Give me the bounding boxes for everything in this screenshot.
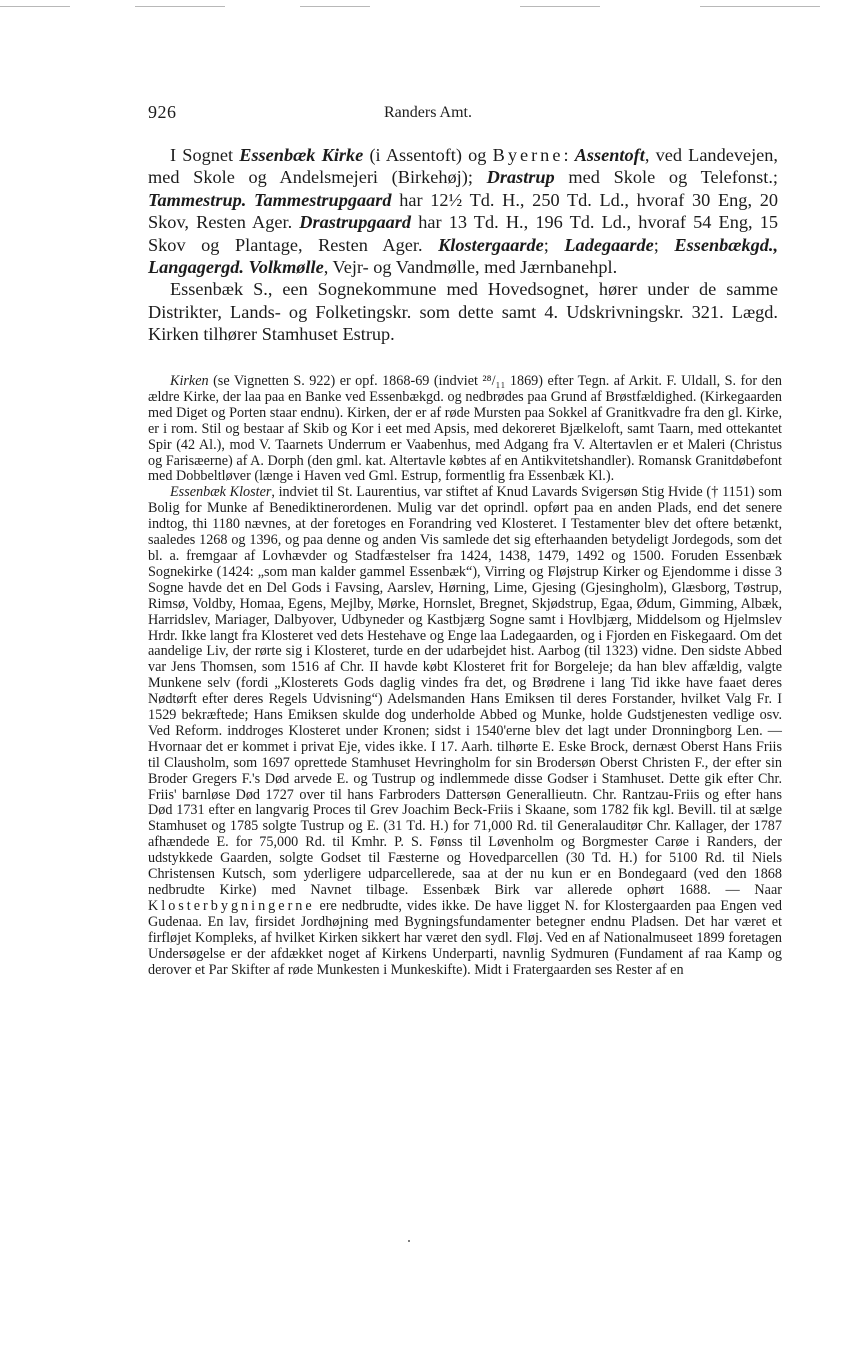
note-church — [148, 374, 782, 485]
notes-section — [148, 374, 782, 978]
text-run: ere nedbrudte, vides ikke. De have ligget N. for Klostergaarden paa Engen ved Gudenaa. En lav, firsidet Jordhøjning med Bygningsfundamenter betegner endnu Pladsen. Det har været et firfløjet Kompleks, af hvilket Kirken sikkert har været den sydl. Fløj. Ved en af Nationalmuseet 1899 foretagen Undersøgelse er der afdækket noget af Kirkens Underparti, navnlig Sydmuren (Fundament af raa Kamp og derover et Par Skifter af røde Munkesten i Munkeskifte). Midt i Fratergaarden ses Rester af en — [148, 897, 782, 978]
running-title: Randers Amt. — [384, 104, 472, 121]
place-name: Essenbækgd., Langagergd. Volkmølle — [148, 234, 779, 278]
note-heading: Essenbæk Kloster — [170, 484, 272, 501]
text-run: ; — [543, 234, 565, 255]
text-run: med Skole og Telefonst.; — [554, 167, 778, 188]
place-name: Essenbæk Kirke — [239, 145, 364, 165]
note-heading: Kirken — [170, 373, 209, 389]
main-body-text — [148, 144, 778, 346]
spaced-heading: Klosterbygningerne — [148, 897, 315, 914]
scan-speck — [408, 1240, 410, 1242]
place-name: Tammestrup. Tammestrupgaard — [148, 189, 392, 210]
text-run: , Vejr- og Vandmølle, med Jærnbanehpl. — [323, 257, 618, 278]
text-run: I Sognet — [170, 145, 240, 165]
text-run: : — [563, 145, 575, 165]
page-number: 926 — [148, 102, 177, 122]
note-monastery — [148, 485, 782, 978]
text-run: (i Assentoft) og — [363, 145, 493, 165]
text-run: ; — [653, 234, 675, 255]
paragraph-parish — [148, 144, 778, 278]
text-run: har 13 Td. H., 196 Td. Ld., hvoraf 54 Eng, 15 Skov og Plantage, Resten Ager. — [148, 212, 778, 255]
text-run: har 12½ Td. H., 250 Td. Ld., hvoraf 30 Eng, 20 Skov, Resten Ager. — [148, 189, 778, 233]
text-run: (se Vignetten S. 922) er opf. 1868-69 (indviet ²⁸/₁₁ 1869) efter Tegn. af Arkit. F. Uldall, S. for den ældre Kirke, der laa paa en Banke ved Essenbækgd. og nedbrødes paa Grund af Brøstfældighed. (Kirkegaarden med Diget og Porten staar endnu). Kirken, der er af røde Mursten paa Sokkel af Granitkvadre fra den gl. Kirke, er i rom. Stil og bestaar af Skib og Kor i eet med Apsis, med dekoreret Bjælkeloft, samt Taarn, med ottekantet Spir (42 Al.), mod V. Taarnets Underrum er Vaabenhus, med Adgang fra V. Altertavlen er et Maleri (Christus og Farisæerne) af A. Dorph (den gml. kat. Altertavle købtes af en Antikvitetshandler). Romansk Granitdøbefont med Dobbeltløver (længe i Haven ved Gml. Estrup, formentlig fra Essenbæk Kl.). — [148, 373, 782, 485]
place-name: Ladegaarde — [564, 234, 654, 255]
text-run: , indviet til St. Laurentius, var stiftet af Knud Lavards Svigersøn Stig Hvide († 1151) som Bolig for Munke af Benediktinerordenen. Mulig var det oprindl. opført paa en anden Plads, end det senere indtog, thi 1180 nævnes, at der foretoges en Forandring ved Klosteret. I Testamenter blev det oftere betænkt, saaledes 1268 og 1396, og paa denne og anden Vis samlede det sig efterhaanden betydeligt Jordegods, som det bl. a. fremgaar af Lovhævder og Stadfæstelser fra 1424, 1438, 1479, 1492 og 1500. Foruden Essenbæk Sognekirke (1424: „som man kalder gammel Essenbæk“), Virring og Fløjstrup Kirker og Ejendomme i disse 3 Sogne havde det en Del Gods i Favsing, Aarslev, Hørning, Lime, Gjesing (Gjesingholm), Glæsborg, Tøstrup, Rimsø, Voldby, Homaa, Egens, Mejlby, Mørke, Hornslet, Bregnet, Skjødstrup, Egaa, Ødum, Gimming, Albæk, Harridslev, Mariager, Dalbyover, Udbyneder og Kastbjærg Sogne samt i Hovlbjærg, Middelsom og Hjelmslev Hrdr. Ikke langt fra Klosteret ved dets Hestehave og Enge laa Ladegaarden, og i Fjorden en Fiskegaard. Om det aandelige Liv, der rørte sig i Klosteret, turde en der udarbejdet hist. Aarbog (til 1323) vidne. Den sidste Abbed var Jens Thomsen, som 1516 af Chr. II havde købt Klosteret frit for Borgeleje; da han blev affældig, valgte Munkene selv (fordi „Klosterets Gods daglig vindes fra det, og Brødrene i lang Tid ikke have faaet deres Nødtørft efter deres Regels Udvisning“) Adelsmanden Hans Emiksen til deres Forstander, hvilket Valg Fr. I 1529 bekræftede; Hans Emiksen skulde dog underholde Abbed og Munke, holde Gudstjenesten vedlige osv. Ved Reform. inddroges Klosteret under Kronen; sidst i 1540'erne blev det lagt under Dronningborg Len. — Hvornaar det er kommet i privat Eje, vides ikke. I 17. Aarh. tilhørte E. Eske Brock, dernæst Oberst Hans Friis til Clausholm, som 1697 oprettede Stamhuset Hevringholm for sin Brodersøn Oberst Christen F., der efter sin Broder Gregers F.'s Død arvede E. og Tustrup og indlemmede disse Godser i Stamhuset. Dette gik efter Chr. Friis' barnløse Død 1727 over til hans Farbroders Dattersøn Generallieutn. Chr. Rantzau-Friis og efter hans Død 1731 efter en langvarig Proces til Grev Joachim Beck-Friis i Skaane, som 1782 fik kgl. Bevill. til at sælge Stamhuset og 1785 solgte Tustrup og E. (31 Td. H.) for 71,000 Rd. til Generalauditør Chr. Kallager, der 1787 afhændede E. for 75,000 Rd. til Kmhr. P. S. Fønss til Løvenholm og Borgmester Carøe i Randers, der udstykkede Gaarden, solgte Godset til Fæsterne og Hovedparcellen (30 Td. H.) for 5100 Rd. til Niels Christensen Kutsch, som yderligere udparcellerede, saa at der nu kun er en Bondegaard (ved den 1868 nedbrudte Kirke) med Navnet tilbage. Essenbæk Birk var allerede ophørt 1688. — Naar — [148, 484, 783, 898]
scan-top-edge — [0, 4, 856, 10]
place-name: Drastrupgaard — [299, 212, 412, 233]
spaced-heading: Byerne — [492, 145, 564, 165]
paragraph-administration: Essenbæk S., een Sognekommune med Hovedsognet, hører under de samme Distrikter, Lands- og Folketingskr. som dette samt 4. Udskrivningskr. 321. Lægd. Kirken tilhører Stamhuset Estrup. — [148, 279, 778, 345]
text-run: , ved Landevejen, med Skole og Andelsmejeri (Birkehøj); — [148, 145, 778, 188]
place-name: Drastrup — [486, 167, 555, 188]
place-name: Assentoft — [574, 145, 645, 165]
place-name: Klostergaarde — [438, 234, 544, 255]
